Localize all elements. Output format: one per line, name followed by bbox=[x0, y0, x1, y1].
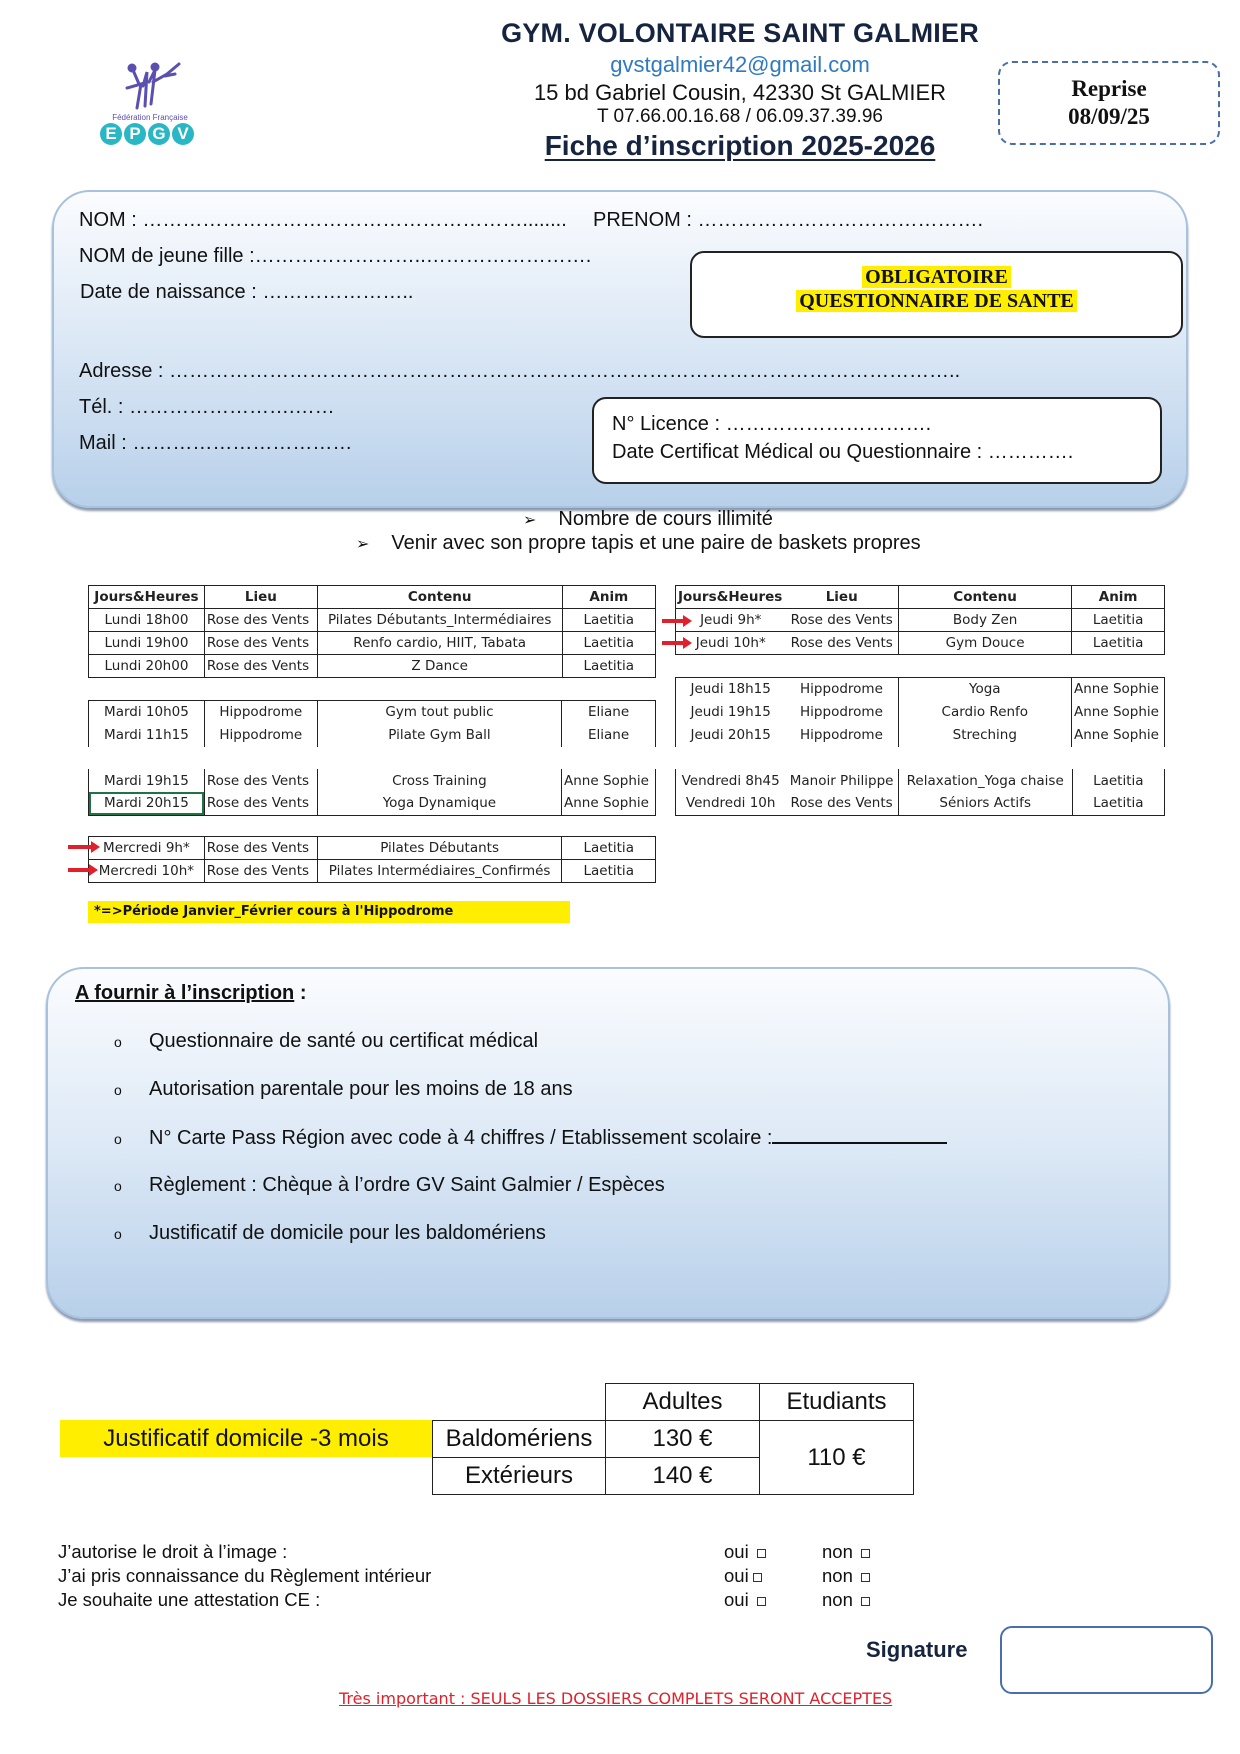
licence-box bbox=[592, 397, 1162, 484]
documents-title-colon: : bbox=[294, 982, 307, 1004]
cell-anim: Laetitia bbox=[1072, 769, 1164, 792]
document-item-text: Justificatif de domicile pour les baldomériens bbox=[149, 1222, 546, 1244]
cell-anim: Laetitia bbox=[1072, 792, 1164, 815]
schedule-table-mercredi bbox=[88, 836, 656, 883]
cell-lieu: Rose des Vents bbox=[785, 792, 898, 815]
cell-jour: Lundi 18h00 bbox=[89, 609, 205, 632]
document-item bbox=[114, 1222, 546, 1245]
schedule-row bbox=[89, 769, 656, 792]
cell-contenu: Pilates Débutants_Intermédiaires bbox=[317, 609, 562, 632]
logo-letter: P bbox=[124, 123, 146, 145]
cell-jour-selected[interactable]: Mardi 20h15 bbox=[89, 792, 205, 815]
non-label: non bbox=[822, 1589, 853, 1610]
cell-jour: Mardi 10h05 bbox=[89, 701, 205, 724]
pass-region-input-line[interactable] bbox=[772, 1126, 947, 1144]
checkbox-icon[interactable] bbox=[861, 1549, 870, 1558]
schedule-row bbox=[676, 792, 1165, 815]
document-item-text: Autorisation parentale pour les moins de 18 ans bbox=[149, 1078, 573, 1100]
cell-jour: Mercredi 9h* bbox=[89, 837, 205, 860]
non-label: non bbox=[822, 1565, 853, 1586]
red-arrow-icon bbox=[662, 619, 684, 623]
note-text: Nombre de cours illimité bbox=[558, 508, 773, 530]
note-item bbox=[523, 508, 773, 531]
documents-title bbox=[75, 982, 307, 1005]
cell-jour: Mercredi 10h* bbox=[89, 860, 205, 883]
schedule-row bbox=[89, 724, 656, 747]
cell-jour: Jeudi 18h15 bbox=[676, 678, 786, 701]
price-row bbox=[433, 1421, 914, 1458]
cell-jour: Jeudi 19h15 bbox=[676, 701, 786, 724]
circle-bullet-icon: o bbox=[114, 1082, 122, 1098]
licence-field[interactable]: N° Licence : …………………………. bbox=[612, 413, 932, 435]
consent-oui-checkbox[interactable] bbox=[724, 1565, 762, 1587]
col-header-lieu: Lieu bbox=[204, 586, 317, 609]
cell-contenu: Cross Training bbox=[317, 769, 561, 792]
document-item bbox=[114, 1078, 573, 1101]
reprise-badge bbox=[998, 61, 1220, 145]
consent-non-checkbox[interactable] bbox=[822, 1589, 870, 1611]
consent-label: Je souhaite une attestation CE : bbox=[58, 1589, 321, 1610]
schedule-row bbox=[676, 632, 1165, 655]
schedule-row bbox=[676, 609, 1165, 632]
cell-contenu: Yoga bbox=[898, 678, 1071, 701]
cell-jour: Mardi 19h15 bbox=[89, 769, 205, 792]
cell-anim: Anne Sophie bbox=[1072, 678, 1165, 701]
col-adultes: Adultes bbox=[606, 1384, 760, 1421]
checkbox-icon[interactable] bbox=[861, 1597, 870, 1606]
circle-bullet-icon: o bbox=[114, 1178, 122, 1194]
cell-contenu: Relaxation_Yoga chaise bbox=[898, 769, 1072, 792]
checkbox-icon[interactable] bbox=[861, 1573, 870, 1582]
note-text: Venir avec son propre tapis et une paire de baskets propres bbox=[391, 532, 921, 554]
schedule-table-jeudi-matin bbox=[675, 585, 1165, 655]
cell-contenu: Z Dance bbox=[317, 655, 562, 678]
oui-label: oui bbox=[724, 1541, 749, 1562]
cell-anim: Laetitia bbox=[1072, 632, 1165, 655]
logo-epgv-letters bbox=[100, 123, 194, 145]
cell-lieu: Hippodrome bbox=[800, 727, 883, 743]
logo-letter: G bbox=[148, 123, 170, 145]
consent-non-checkbox[interactable] bbox=[822, 1541, 870, 1563]
nom-field[interactable]: NOM : …………………………………………………........ bbox=[79, 209, 567, 231]
cell-anim: Laetitia bbox=[562, 837, 656, 860]
cell-jour: Vendredi 10h bbox=[676, 792, 786, 815]
certificat-date-field[interactable]: Date Certificat Médical ou Questionnaire : …………. bbox=[612, 441, 1074, 463]
cell-lieu: Rose des Vents bbox=[204, 792, 317, 815]
obligatoire-text: OBLIGATOIRE bbox=[862, 266, 1011, 288]
document-item bbox=[114, 1126, 947, 1150]
price-adultes: 140 € bbox=[606, 1458, 760, 1495]
document-item-text: Règlement : Chèque à l’ordre GV Saint Galmier / Espèces bbox=[149, 1174, 665, 1196]
cell-anim: Anne Sophie bbox=[562, 769, 656, 792]
justificatif-domicile-label: Justificatif domicile -3 mois bbox=[60, 1420, 432, 1457]
cell-anim: Laetitia bbox=[562, 655, 655, 678]
cell-anim: Laetitia bbox=[562, 860, 656, 883]
epgv-logo bbox=[95, 60, 205, 155]
col-header-contenu: Contenu bbox=[898, 586, 1071, 609]
cell-anim: Eliane bbox=[562, 724, 656, 747]
col-header-anim: Anim bbox=[562, 586, 655, 609]
club-title: GYM. VOLONTAIRE SAINT GALMIER bbox=[501, 18, 979, 48]
schedule-row bbox=[89, 609, 656, 632]
logo-letter: V bbox=[172, 123, 194, 145]
price-table bbox=[432, 1383, 914, 1495]
consent-non-checkbox[interactable] bbox=[822, 1565, 870, 1587]
form-title bbox=[470, 130, 1010, 162]
questionnaire-obligatoire-box bbox=[690, 251, 1183, 338]
cell-lieu: Hippodrome bbox=[204, 701, 317, 724]
questionnaire-sante-text: QUESTIONNAIRE DE SANTE bbox=[796, 290, 1077, 312]
schedule-row bbox=[89, 837, 656, 860]
price-empty-cell bbox=[433, 1384, 606, 1421]
price-etudiants: 110 € bbox=[760, 1421, 914, 1495]
circle-bullet-icon: o bbox=[114, 1131, 122, 1147]
date-naissance-field[interactable]: Date de naissance : ………………….. bbox=[80, 281, 414, 303]
schedule-header-row bbox=[676, 586, 1165, 609]
cell-lieu: Rose des Vents bbox=[204, 769, 317, 792]
circle-bullet-icon: o bbox=[114, 1034, 122, 1050]
cell-contenu: Yoga Dynamique bbox=[317, 792, 561, 815]
cell-contenu: Pilates Débutants bbox=[317, 837, 562, 860]
cell-lieu: Hippodrome bbox=[204, 724, 317, 747]
cell-jour: Mardi 11h15 bbox=[89, 724, 205, 747]
cell-contenu: Gym Douce bbox=[898, 632, 1071, 655]
cell-contenu: Pilates Intermédiaires_Confirmés bbox=[317, 860, 562, 883]
arrow-bullet-icon: ➢ bbox=[356, 536, 370, 553]
cell-contenu: Renfo cardio, HIIT, Tabata bbox=[317, 632, 562, 655]
gymnasts-icon bbox=[117, 60, 187, 110]
tel-field[interactable]: Tél. : …………………….…… bbox=[79, 396, 335, 418]
note-item bbox=[356, 532, 921, 555]
schedule-row bbox=[89, 860, 656, 883]
cell-contenu: Pilate Gym Ball bbox=[317, 724, 561, 747]
checkbox-icon[interactable] bbox=[753, 1573, 762, 1582]
mail-field[interactable]: Mail : …………………………… bbox=[79, 432, 353, 454]
cell-lieu: Rose des Vents bbox=[204, 837, 317, 860]
cell-contenu: Cardio Renfo bbox=[898, 701, 1071, 724]
reprise-label: Reprise bbox=[1071, 76, 1147, 101]
col-header-lieu: Lieu bbox=[785, 586, 898, 609]
logo-letter: E bbox=[100, 123, 122, 145]
oui-label: oui bbox=[724, 1565, 749, 1586]
arrow-bullet-icon: ➢ bbox=[523, 512, 537, 529]
cell-jour: Jeudi 9h* bbox=[676, 609, 786, 632]
col-etudiants: Etudiants bbox=[760, 1384, 914, 1421]
signature-label: Signature bbox=[866, 1637, 968, 1662]
cell-lieu: Rose des Vents bbox=[204, 609, 317, 632]
schedule-row bbox=[89, 655, 656, 678]
cell-anim: Eliane bbox=[562, 701, 656, 724]
consent-oui-checkbox[interactable] bbox=[724, 1589, 766, 1611]
red-arrow-icon bbox=[68, 845, 92, 849]
cell-anim: Anne Sophie bbox=[1072, 701, 1165, 724]
schedule-row bbox=[676, 678, 1165, 701]
cell-contenu: Séniors Actifs bbox=[898, 792, 1072, 815]
club-address: 15 bd Gabriel Cousin, 42330 St GALMIER bbox=[533, 80, 947, 105]
document-item bbox=[114, 1174, 665, 1197]
adresse-field[interactable]: Adresse : ……………………………………………………………………………………………………….. bbox=[79, 360, 961, 382]
schedule-row bbox=[676, 769, 1165, 792]
schedule-table-lundi bbox=[88, 585, 656, 678]
cell-lieu: Rose des Vents bbox=[204, 860, 317, 883]
nom-jeune-fille-field[interactable]: NOM de jeune fille :……………………..……………………. bbox=[79, 245, 592, 267]
checkbox-icon[interactable] bbox=[757, 1549, 766, 1558]
price-adultes: 130 € bbox=[606, 1421, 760, 1458]
cell-jour: Lundi 20h00 bbox=[89, 655, 205, 678]
logo-federation-text: Fédération Française bbox=[112, 113, 188, 122]
cell-jour: Vendredi 8h45 bbox=[676, 769, 786, 792]
schedule-table-jeudi-soir bbox=[675, 677, 1165, 747]
schedule-header-row bbox=[89, 586, 656, 609]
schedule-row bbox=[676, 724, 1165, 747]
club-phone: T 07.66.00.16.68 / 06.09.37.39.96 bbox=[597, 106, 883, 127]
schedule-row bbox=[676, 701, 1165, 724]
price-row-label: Baldomériens bbox=[433, 1421, 606, 1458]
schedule-table-mardi-soir bbox=[88, 769, 656, 816]
price-header-row bbox=[433, 1384, 914, 1421]
cell-anim: Laetitia bbox=[1072, 609, 1165, 632]
col-header-jours: Jours&Heures bbox=[676, 586, 786, 609]
schedule-table-vendredi bbox=[675, 769, 1165, 816]
cell-lieu: Manoir Philippe bbox=[785, 769, 898, 792]
cell-anim: Anne Sophie bbox=[1072, 724, 1165, 747]
cell-jour: Jeudi 10h* bbox=[676, 632, 786, 655]
cell-jour: Lundi 19h00 bbox=[89, 632, 205, 655]
important-notice: Très important : SEULS LES DOSSIERS COMPLETS SERONT ACCEPTES bbox=[339, 1689, 893, 1708]
prenom-field[interactable]: PRENOM : ……………………………………. bbox=[593, 209, 984, 231]
cell-lieu: Hippodrome bbox=[785, 678, 898, 701]
document-item bbox=[114, 1030, 538, 1053]
cell-lieu: Rose des Vents bbox=[204, 655, 317, 678]
cell-anim: Anne Sophie bbox=[562, 792, 656, 815]
cell-lieu: Hippodrome bbox=[800, 704, 883, 720]
circle-bullet-icon: o bbox=[114, 1226, 122, 1242]
red-arrow-icon bbox=[662, 641, 684, 645]
reprise-date: 08/09/25 bbox=[1068, 104, 1150, 129]
schedule-row bbox=[89, 792, 656, 815]
checkbox-icon[interactable] bbox=[757, 1597, 766, 1606]
document-item-text: Questionnaire de santé ou certificat médical bbox=[149, 1030, 539, 1052]
col-header-contenu: Contenu bbox=[317, 586, 562, 609]
red-arrow-icon bbox=[68, 868, 90, 872]
oui-label: oui bbox=[724, 1589, 749, 1610]
cell-anim: Laetitia bbox=[562, 632, 655, 655]
consent-label: J’autorise le droit à l’image : bbox=[58, 1541, 288, 1562]
consent-label: J’ai pris connaissance du Règlement intérieur bbox=[58, 1565, 432, 1586]
form-title-text: Fiche d’inscription 2025-2026 bbox=[544, 130, 936, 161]
period-footnote: *=>Période Janvier_Février cours à l'Hippodrome bbox=[88, 901, 570, 923]
col-header-jours: Jours&Heures bbox=[89, 586, 205, 609]
cell-lieu: Rose des Vents bbox=[785, 609, 898, 632]
schedule-row bbox=[89, 632, 656, 655]
signature-field[interactable] bbox=[1000, 1626, 1213, 1694]
cell-anim: Laetitia bbox=[562, 609, 655, 632]
col-header-anim: Anim bbox=[1072, 586, 1165, 609]
cell-jour: Jeudi 20h15 bbox=[676, 724, 786, 747]
price-row-label: Extérieurs bbox=[433, 1458, 606, 1495]
document-item-text: N° Carte Pass Région avec code à 4 chiffres / Etablissement scolaire : bbox=[149, 1127, 773, 1149]
cell-contenu: Streching bbox=[898, 724, 1071, 747]
cell-lieu: Rose des Vents bbox=[204, 632, 317, 655]
club-email-link[interactable]: gvstgalmier42@gmail.com bbox=[610, 52, 870, 77]
cell-contenu: Gym tout public bbox=[317, 701, 561, 724]
schedule-row bbox=[89, 701, 656, 724]
cell-contenu: Body Zen bbox=[898, 609, 1071, 632]
non-label: non bbox=[822, 1541, 853, 1562]
consent-oui-checkbox[interactable] bbox=[724, 1541, 766, 1563]
cell-lieu: Rose des Vents bbox=[785, 632, 898, 655]
documents-title-text: A fournir à l’inscription bbox=[75, 982, 295, 1004]
schedule-table-mardi-matin bbox=[88, 700, 656, 747]
